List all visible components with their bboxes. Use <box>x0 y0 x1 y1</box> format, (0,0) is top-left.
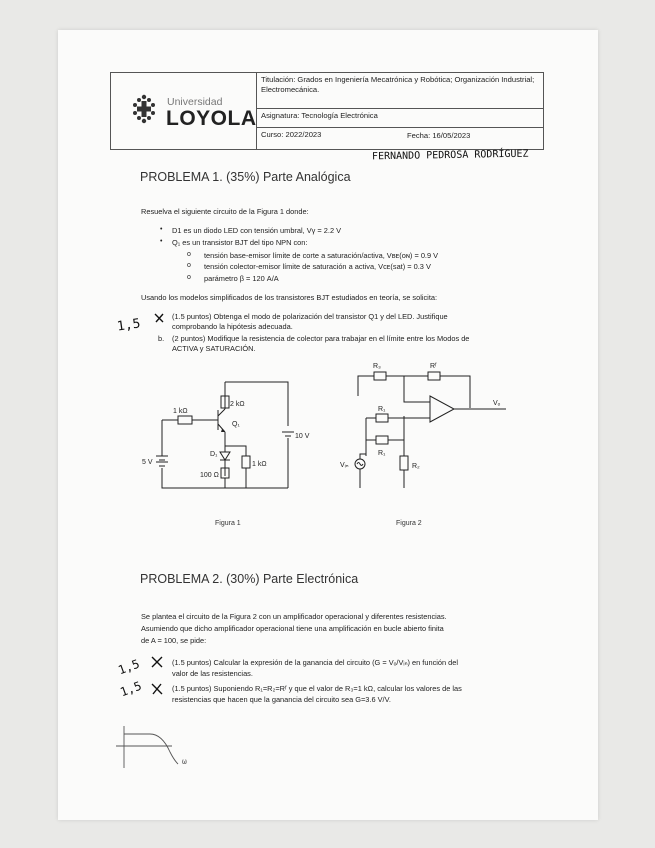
handwritten-sketch <box>112 722 202 772</box>
problem1-qb-line1: (2 puntos) Modifique la resistencia de colector para trabajar en el límite entre los Modos de <box>172 334 470 343</box>
figure2-caption: Figura 2 <box>396 520 422 527</box>
problem1-qa-line2: comprobando la hipótesis adecuada. <box>172 322 293 331</box>
sub-bullet-circle: o <box>187 251 191 258</box>
bullet-dot: • <box>160 238 163 245</box>
problem2-intro-line1: Se plantea el circuito de la Figura 2 con un amplificador operacional y diferentes resistencias. <box>141 612 447 621</box>
problem2-qa-line1: (1.5 puntos) Calcular la expresión de la ganancia del circuito (G = Vₒ/Vᵢₙ) en función del <box>172 658 459 667</box>
fig1-v-left-label: 5 V <box>142 459 153 466</box>
student-name-handwritten: FERNANDO PEDROSA RODRÍGUEZ <box>371 148 529 163</box>
titulacion-cell: Titulación: Grados en Ingeniería Mecatrónica y Robótica; Organización Industrial; Electromecánica. <box>257 73 543 109</box>
fig2-vin-label: Vᵢₙ <box>340 462 349 469</box>
sketch-omega-label: ω <box>182 757 187 766</box>
bullet-dot: • <box>160 226 163 233</box>
problem1-intro: Resuelva el siguiente circuito de la Figura 1 donde: <box>141 207 309 216</box>
problem2-intro-line2: Asumiendo que dicho amplificador operacional tiene una amplificación en bucle abierto finita <box>141 624 444 633</box>
sub-bullet-circle: o <box>187 262 191 269</box>
problem1-qb-marker: b. <box>158 334 165 343</box>
cross-out-mark-icon <box>154 313 164 323</box>
score-mark-p1: 1,5 <box>116 316 142 335</box>
score-mark-p2b: 1,5 <box>118 678 144 700</box>
fig2-r2-label: R₂ <box>412 463 420 470</box>
bullet-q1: Q₁ es un transistor BJT del tipo NPN con: <box>172 238 308 247</box>
asignatura-cell: Asignatura: Tecnología Electrónica <box>257 109 543 128</box>
curso-text: Curso: 2022/2023 <box>261 130 322 139</box>
problem2-qb-line2: resistencias que hacen que la ganancia del circuito sea G=3.6 V/V. <box>172 695 391 704</box>
figure1-circuit <box>140 376 315 516</box>
bullet-d1: D1 es un diodo LED con tensión umbral, Vγ = 2.2 V <box>172 226 342 235</box>
figure2-circuit <box>338 356 513 516</box>
problem1-request: Usando los modelos simplificados de los transistores BJT estudiados en teoría, se solicita: <box>141 293 438 302</box>
loyola-emblem-icon <box>126 91 162 127</box>
cross-out-mark-icon <box>151 656 163 668</box>
sub-bullet-vce: tensión colector-emisor límite de saturación a activa, Vᴄᴇ(sat) = 0.3 V <box>204 262 431 271</box>
logo-name-text: LOYOLA <box>166 107 257 130</box>
fig1-r-base-label: 1 kΩ <box>173 408 188 415</box>
problem2-qb-line1: (1.5 puntos) Suponiendo R₁=R₂=Rᶠ y que el valor de R₃=1 kΩ, calcular los valores de las <box>172 684 462 693</box>
fig1-r-emitter-label: 100 Ω <box>200 472 219 479</box>
sub-bullet-vbe: tensión base-emisor límite de corte a saturación/activa, Vʙᴇ(ᴏɴ) = 0.9 V <box>204 251 439 260</box>
score-mark-p2a: 1,5 <box>116 656 142 678</box>
sub-bullet-circle: o <box>187 274 191 281</box>
fig1-d-label: D₁ <box>210 451 218 458</box>
problem2-title: PROBLEMA 2. (30%) Parte Electrónica <box>140 572 359 586</box>
problem1-title: PROBLEMA 1. (35%) Parte Analógica <box>140 170 351 184</box>
logo-university-text: Universidad <box>167 96 223 108</box>
university-logo <box>111 73 257 149</box>
fig2-vo-label: Vₒ <box>493 400 501 407</box>
sub-bullet-beta: parámetro β = 120 A/A <box>204 274 279 283</box>
fig1-r-right-label: 1 kΩ <box>252 461 267 468</box>
problem1-qa-line1: (1.5 puntos) Obtenga el modo de polarización del transistor Q1 y del LED. Justifique <box>172 312 448 321</box>
cross-out-mark-icon <box>151 683 163 695</box>
fig1-q-label: Q₁ <box>232 421 240 428</box>
fecha-text: Fecha: 16/05/2023 <box>407 131 471 140</box>
fig2-r3-label: R₃ <box>373 363 381 370</box>
figure1-caption: Figura 1 <box>215 520 241 527</box>
fig1-v-right-label: 10 V <box>295 433 310 440</box>
fig1-r-collector-label: 2 kΩ <box>230 401 245 408</box>
problem2-qa-line2: valor de las resistencias. <box>172 669 253 678</box>
fig2-rf-label: Rᶠ <box>430 363 437 370</box>
problem2-intro-line3: de A = 100, se pide: <box>141 636 207 645</box>
problem1-qb-line2: ACTIVA y SATURACIÓN. <box>172 344 256 353</box>
fig2-r1-bot-label: R₁ <box>378 450 386 457</box>
fig2-r1-top-label: R₁ <box>378 406 386 413</box>
exam-header <box>110 72 544 150</box>
curso-fecha-cell <box>257 128 543 149</box>
